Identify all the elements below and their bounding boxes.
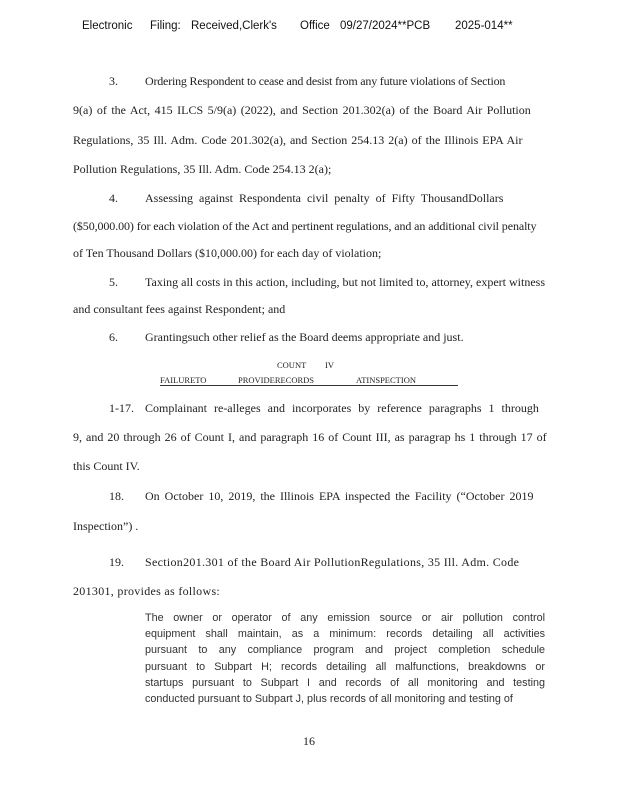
count-label: COUNT bbox=[277, 360, 307, 370]
quote-line-4: pursuant to Subpart H; records detailing all malfunctions, breakdowns or bbox=[145, 660, 545, 673]
block-quote bbox=[145, 610, 545, 707]
para-4-line-2: ($50,000.00) for each violation of the Act and pertinent regulations, and an additional civil penalty bbox=[73, 219, 537, 233]
count-heading-inspection: ATINSPECTION bbox=[356, 375, 416, 385]
para-4-line-3: of Ten Thousand Dollars ($10,000.00) for each day of violation; bbox=[73, 246, 382, 260]
para-1-17-line-2: 9, and 20 through 26 of Count I, and paragraph 16 of Count III, as paragrap hs 1 through 17 of bbox=[73, 430, 547, 444]
para-3-line-4: Pollution Regulations, 35 Ill. Adm. Code 254.13 2(a); bbox=[73, 162, 332, 176]
para-5-line-1: Taxing all costs in this action, including, but not limited to, attorney, expert witness bbox=[145, 275, 545, 289]
quote-line-6: conducted pursuant to Subpart J, plus records of all monitoring and testing of bbox=[145, 693, 513, 706]
para-6-number: 6. bbox=[109, 330, 118, 344]
header-office: Office bbox=[300, 20, 330, 32]
para-5-line-2: and consultant fees against Respondent; and bbox=[73, 302, 286, 316]
para-18-number: 18. bbox=[109, 489, 124, 503]
header-received: Received,Clerk's bbox=[191, 20, 277, 32]
count-heading-records: PROVIDERECORDS bbox=[238, 375, 315, 385]
para-4-line-1: Assessing against Respondenta civil penalty of Fifty ThousandDollars bbox=[145, 191, 504, 205]
para-1-17-line-1: Complainant re-alleges and incorporates by reference paragraphs 1 through bbox=[145, 401, 539, 415]
count-heading-failure: FAILURETO bbox=[160, 375, 207, 385]
para-19-line-2: 201301, provides as follows: bbox=[73, 584, 221, 598]
para-3-number: 3. bbox=[109, 74, 118, 88]
header-date: 09/27/2024**PCB bbox=[340, 20, 431, 32]
page-number: 16 bbox=[303, 734, 315, 748]
para-19-line-1: Section201.301 of the Board Air PollutionRegulations, 35 Ill. Adm. Code bbox=[145, 555, 520, 569]
para-4-number: 4. bbox=[109, 191, 118, 205]
count-numeral: IV bbox=[325, 360, 334, 370]
quote-line-1: The owner or operator of any emission source or air pollution control bbox=[145, 612, 545, 624]
para-3-line-1: Ordering Respondent to cease and desist from any future violations of Section bbox=[145, 74, 506, 88]
quote-line-5: startups pursuant to Subpart I and records of all monitoring and testing bbox=[145, 676, 545, 689]
header-filing: Filing: bbox=[150, 20, 181, 32]
para-6-line-1: Grantingsuch other relief as the Board deems appropriate and just. bbox=[145, 330, 464, 344]
para-18-line-2: Inspection”) . bbox=[73, 519, 139, 533]
para-3-line-2: 9(a) of the Act, 415 ILCS 5/9(a) (2022), and Section 201.302(a) of the Board Air Pollution bbox=[73, 103, 531, 117]
header-electronic: Electronic bbox=[82, 20, 133, 32]
para-1-17-line-3: this Count IV. bbox=[73, 459, 140, 473]
para-3-line-3: Regulations, 35 Ill. Adm. Code 201.302(a), and Section 254.13 2(a) of the Illinois EPA Air bbox=[73, 133, 523, 147]
para-5-number: 5. bbox=[109, 275, 118, 289]
count-heading-underline bbox=[160, 385, 458, 386]
para-18-line-1: On October 10, 2019, the Illinois EPA inspected the Facility (“October 2019 bbox=[145, 489, 534, 503]
quote-line-3: pursuant to any compliance program and project completion schedule bbox=[145, 644, 545, 657]
para-1-17-number: 1-17. bbox=[109, 401, 134, 415]
para-19-number: 19. bbox=[109, 555, 124, 569]
quote-line-2: equipment shall maintain, as a minimum: records detailing all activities bbox=[145, 628, 545, 641]
header-case: 2025-014** bbox=[455, 20, 513, 32]
